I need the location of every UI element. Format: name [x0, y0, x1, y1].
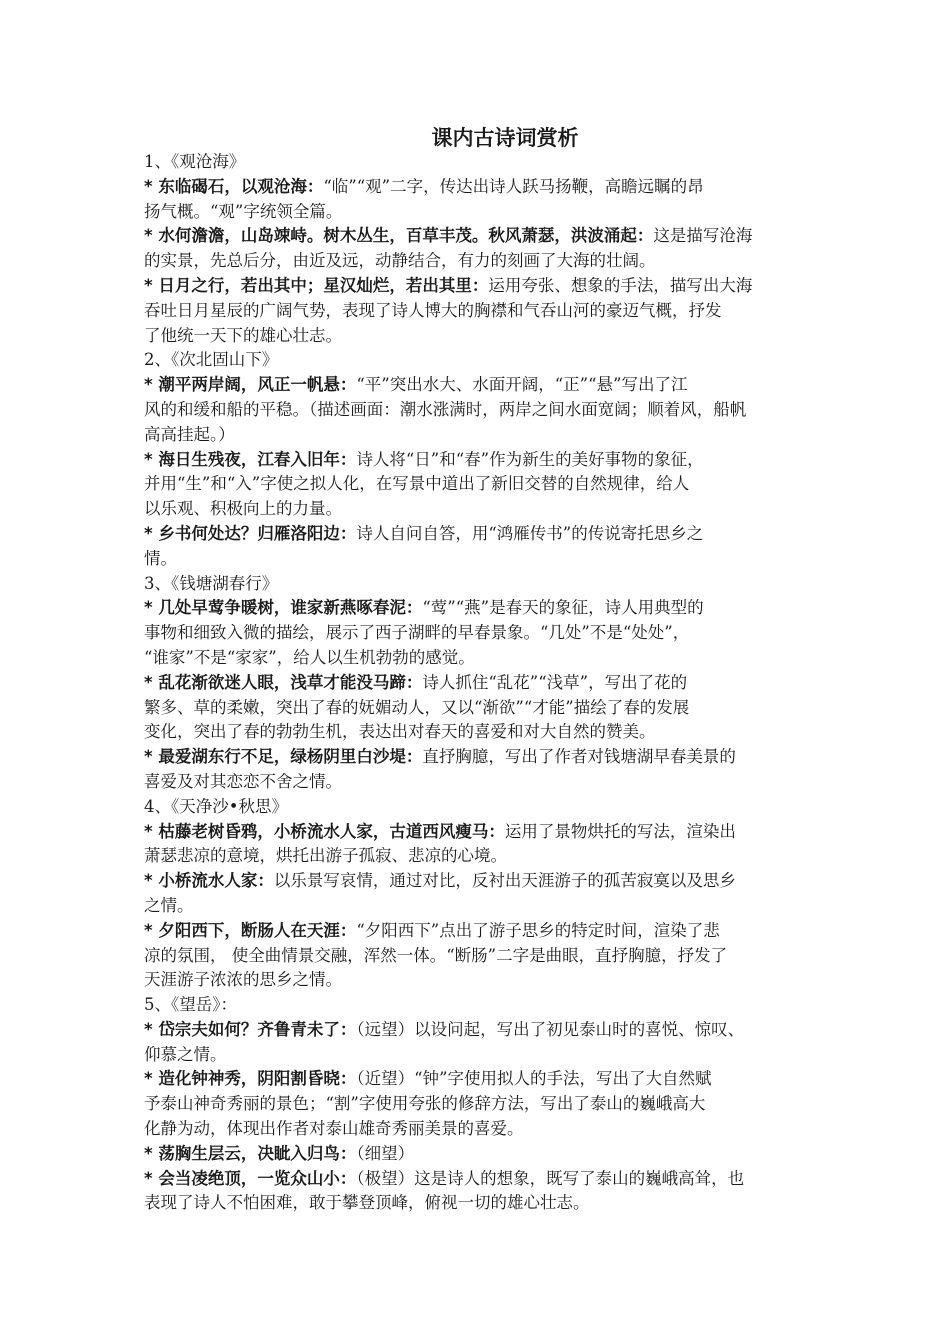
analysis-text: 吞吐日月星辰的广阔气势，表现了诗人博大的胸襟和气吞山河的豪迈气概，抒发: [144, 300, 722, 320]
analysis-text: “夕阳西下”点出了游子思乡的特定时间，渲染了悲: [356, 920, 720, 940]
poem-section: [144, 150, 810, 348]
verse-quote: * 潮平两岸阔，风正一帆悬：: [144, 375, 357, 395]
analysis-text: 变化，突出了春的勃勃生机，表达出对春天的喜爱和对大自然的赞美。: [144, 722, 656, 742]
text-line: [144, 373, 810, 398]
verse-quote: * 乱花渐欲迷人眼，浅草才能没马蹄：: [144, 672, 423, 692]
analysis-text: 情。: [144, 548, 177, 568]
text-line: [144, 324, 810, 349]
section-heading: 3、《钱塘湖春行》: [144, 573, 279, 593]
verse-quote: * 几处早莺争暖树，谁家新燕啄春泥：: [144, 598, 423, 618]
analysis-text: 之情。: [144, 895, 194, 915]
analysis-text: 诗人自问自答，用“鸿雁传书”的传说寄托思乡之: [356, 523, 704, 543]
poem-section: [144, 348, 810, 571]
analysis-entry: [144, 596, 810, 670]
analysis-text: 萧瑟悲凉的意境，烘托出游子孤寂、悲凉的心境。: [144, 846, 507, 866]
analysis-text: 运用了景物烘托的写法，渲染出: [504, 821, 736, 841]
text-line: [144, 299, 810, 324]
analysis-text: 诗人将“日”和“春”作为新生的美好事物的象征，: [356, 449, 704, 469]
text-line: [144, 1018, 810, 1043]
text-line: [144, 671, 810, 696]
analysis-text: 直抒胸臆，写出了作者对钱塘湖早春美景的: [422, 747, 736, 767]
section-heading: 1、《观沧海》: [144, 152, 246, 171]
analysis-entry: [144, 869, 810, 919]
analysis-text: 喜爱及对其恋恋不舍之情。: [144, 771, 342, 791]
text-line: [144, 1167, 810, 1192]
analysis-text: 诗人抓住“乱花”“浅草”，写出了花的: [422, 672, 688, 692]
analysis-entry: [144, 274, 810, 348]
text-line: [144, 869, 810, 894]
analysis-entry: [144, 1018, 810, 1068]
analysis-text: 以乐观、积极向上的力量。: [144, 499, 342, 519]
text-line: [144, 200, 810, 225]
text-line: [144, 398, 810, 423]
poem-section: [144, 993, 810, 1216]
analysis-text: 高高挂起。）: [144, 424, 235, 444]
verse-quote: * 日月之行，若出其中；星汉灿烂，若出其里：: [144, 275, 489, 295]
verse-quote: * 小桥流水人家：: [144, 871, 274, 891]
text-line: [144, 472, 810, 497]
text-line: [144, 919, 810, 944]
analysis-text: “平”突出水大、水面开阔，“正”“悬”写出了江: [356, 375, 688, 395]
text-line: [144, 621, 810, 646]
analysis-entry: [144, 671, 810, 745]
analysis-text: 这是描写沧海: [653, 226, 753, 246]
text-line: [144, 1043, 810, 1068]
analysis-text: 凉的氛围， 使全曲情景交融，浑然一体。“断肠”二字是曲眼，直抒胸臆，抒发了: [144, 945, 728, 965]
text-line: [144, 646, 810, 671]
analysis-text: （极望）这是诗人的想象，既写了泰山的巍峨高耸，也: [356, 1168, 745, 1188]
analysis-entry: [144, 745, 810, 795]
text-line: [144, 844, 810, 869]
text-line: [144, 1142, 810, 1167]
page-title: 课内古诗词赏析: [431, 126, 579, 150]
text-line: [144, 175, 810, 200]
verse-quote: * 海日生残夜，江春入旧年：: [144, 449, 357, 469]
text-line: [144, 968, 810, 993]
text-line: [144, 1191, 810, 1216]
text-line: [144, 547, 810, 572]
verse-quote: * 造化钟神秀，阴阳割昏晓：: [144, 1069, 357, 1089]
text-line: [144, 274, 810, 299]
verse-quote: * 东临碣石，以观沧海：: [144, 176, 324, 196]
analysis-entry: [144, 919, 810, 993]
analysis-text: 仰慕之情。: [144, 1044, 227, 1064]
text-line: [144, 249, 810, 274]
analysis-text: （细望）: [356, 1143, 415, 1163]
text-line: [144, 745, 810, 770]
analysis-entry: [144, 175, 810, 225]
text-line: [144, 820, 810, 845]
analysis-entry: [144, 1142, 810, 1167]
analysis-entry: [144, 1067, 810, 1141]
text-line: [144, 1092, 810, 1117]
analysis-text: 了他统一天下的雄心壮志。: [144, 325, 342, 345]
analysis-entry: [144, 522, 810, 572]
analysis-text: 并用“生”和“入”字使之拟人化，在写景中道出了新旧交替的自然规律，给人: [144, 474, 690, 494]
analysis-entry: [144, 1167, 810, 1217]
analysis-text: 予泰山神奇秀丽的景色；“割”字使用夸张的修辞方法，写出了泰山的巍峨高大: [144, 1094, 706, 1114]
analysis-entry: [144, 820, 810, 870]
text-line: [144, 596, 810, 621]
analysis-text: 事物和细致入微的描绘，展示了西子湖畔的早春景象。“几处”不是“处处”，: [144, 623, 690, 643]
analysis-text: 以乐景写哀情，通过对比，反衬出天涯游子的孤苦寂寞以及思乡: [273, 871, 736, 891]
analysis-text: 繁多、草的柔嫩，突出了春的妩媚动人，又以“渐欲”“才能”描绘了春的发展: [144, 697, 690, 717]
document-body: [144, 150, 810, 1216]
verse-quote: * 枯藤老树昏鸦，小桥流水人家，古道西风瘦马：: [144, 821, 505, 841]
analysis-text: 的实景，先总后分，由近及远，动静结合，有力的刻画了大海的壮阔。: [144, 251, 656, 271]
analysis-text: 天涯游子浓浓的思乡之情。: [144, 970, 342, 990]
text-line: [144, 1067, 810, 1092]
poem-section: [144, 572, 810, 795]
analysis-text: 风的和缓和船的平稳。（描述画面：潮水涨满时，两岸之间水面宽阔；顺着风，船帆: [144, 399, 747, 419]
verse-quote: * 最爱湖东行不足，绿杨阴里白沙堤：: [144, 747, 423, 767]
text-line: [144, 696, 810, 721]
text-line: [144, 1117, 810, 1142]
verse-quote: * 水何澹澹，山岛竦峙。树木丛生，百草丰茂。秋风萧瑟，洪波涌起：: [144, 226, 654, 246]
text-line: [144, 423, 810, 448]
analysis-text: “莺”“燕”是春天的象征，诗人用典型的: [422, 598, 704, 618]
text-line: [144, 224, 810, 249]
analysis-text: “谁家”不是“家家”，给人以生机勃勃的感觉。: [144, 647, 475, 667]
analysis-entry: [144, 373, 810, 447]
analysis-text: 扬气概。“观”字统领全篇。: [144, 201, 343, 221]
analysis-entry: [144, 448, 810, 522]
verse-quote: * 乡书何处达？归雁洛阳边：: [144, 523, 357, 543]
analysis-entry: [144, 224, 810, 274]
verse-quote: * 夕阳西下，断肠人在天涯：: [144, 920, 357, 940]
text-line: [144, 448, 810, 473]
text-line: [144, 497, 810, 522]
text-line: [144, 720, 810, 745]
verse-quote: * 荡胸生层云，决眦入归鸟：: [144, 1143, 357, 1163]
text-line: [144, 522, 810, 547]
analysis-text: （远望）以设问起，写出了初见泰山时的喜悦、惊叹、: [356, 1019, 745, 1039]
section-heading: 4、《天净沙•秋思》: [144, 796, 288, 816]
analysis-text: 表现了诗人不怕困难，敢于攀登顶峰，俯视一切的雄心壮志。: [144, 1193, 590, 1213]
verse-quote: * 岱宗夫如何？齐鲁青未了：: [144, 1019, 357, 1039]
text-line: [144, 944, 810, 969]
analysis-text: （近望）“钟”字使用拟人的手法，写出了大自然赋: [356, 1069, 712, 1089]
section-heading: 2、《次北固山下》: [144, 350, 279, 370]
analysis-text: 化静为动，体现出作者对泰山雄奇秀丽美景的喜爱。: [144, 1119, 524, 1139]
section-heading: 5、《望岳》：: [144, 995, 237, 1015]
text-line: [144, 770, 810, 795]
poem-section: [144, 795, 810, 993]
analysis-text: “临”“观”二字，传达出诗人跃马扬鞭，高瞻远瞩的昂: [323, 176, 704, 196]
analysis-text: 运用夸张、想象的手法，描写出大海: [488, 275, 753, 295]
text-line: [144, 894, 810, 919]
verse-quote: * 会当凌绝顶，一览众山小：: [144, 1168, 357, 1188]
